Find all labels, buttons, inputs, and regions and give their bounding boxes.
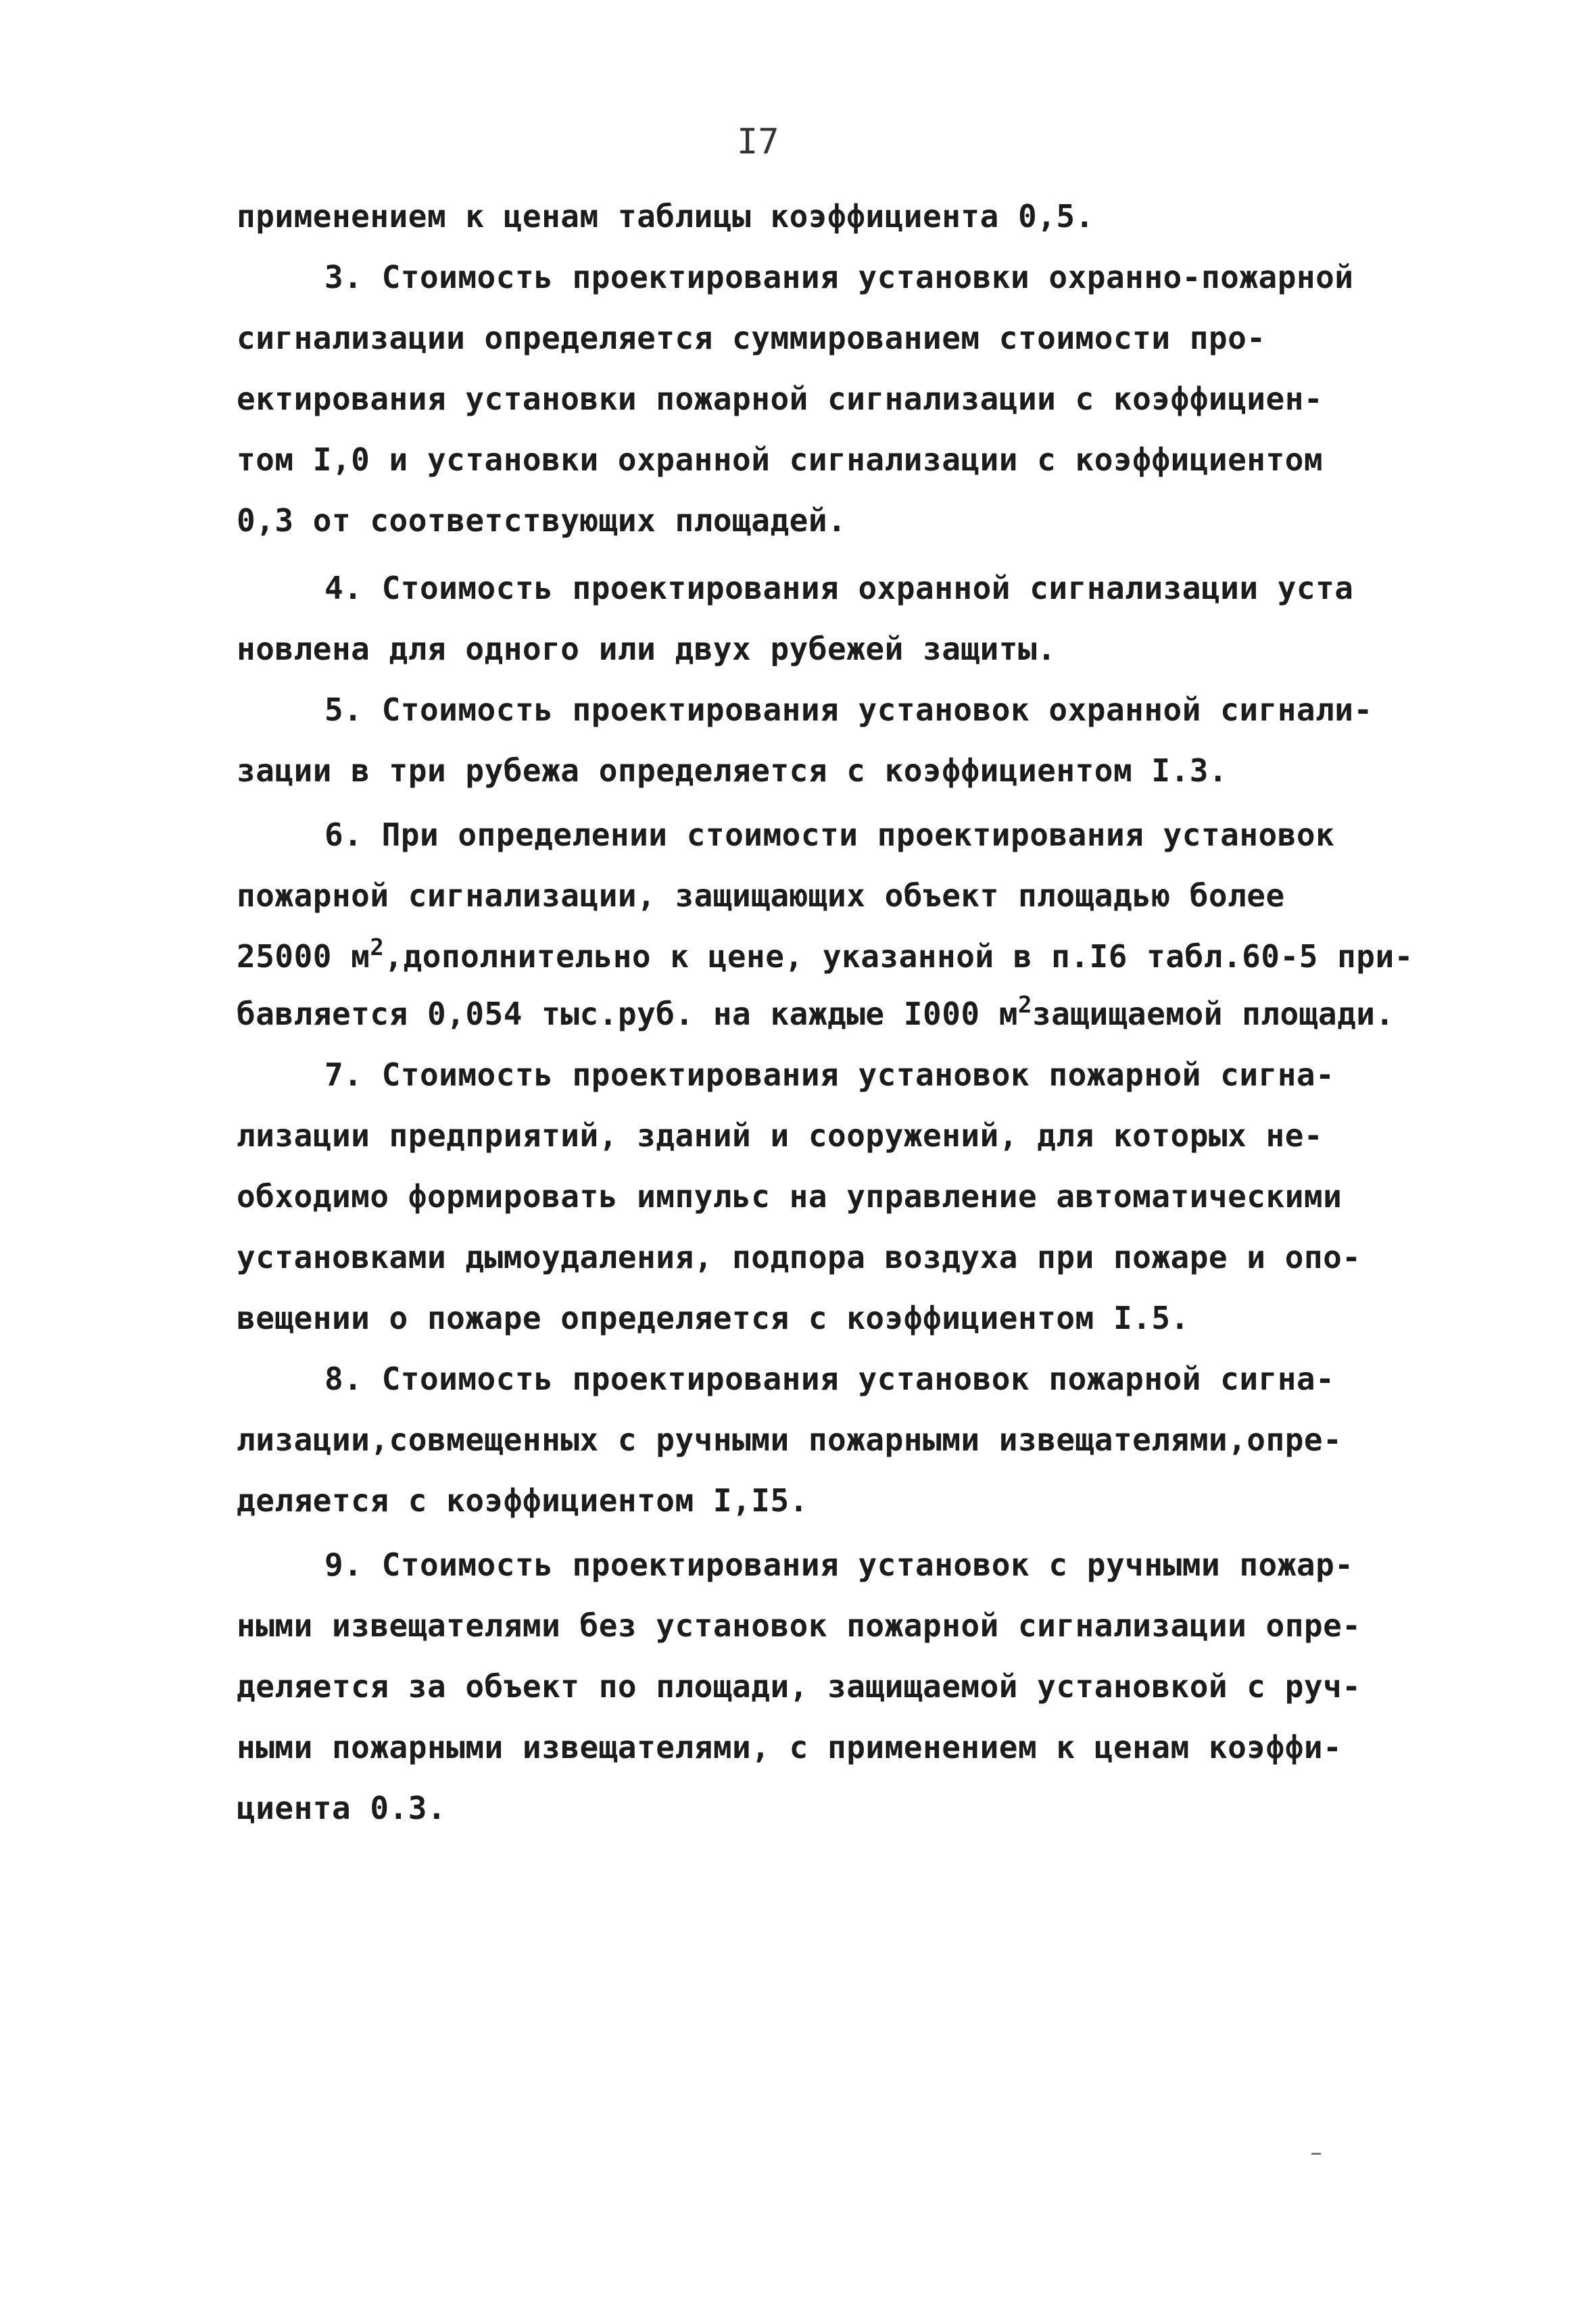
text-line: вещении о пожаре определяется с коэффициентом I.5.	[237, 1300, 1190, 1336]
text-line-with-superscript	[237, 994, 1395, 1038]
text-fragment: ,дополнительно к цене, указанной в п.I6 табл.60-5 при-	[384, 938, 1413, 975]
text-line: новлена для одного или двух рубежей защиты.	[237, 631, 1057, 667]
paragraph-4-line: 4. Стоимость проектирования охранной сигнализации уста	[324, 570, 1354, 606]
text-line: применением к ценам таблицы коэффициента 0,5.	[237, 198, 1094, 235]
paragraph-3-line: 3. Стоимость проектирования установки охранно-пожарной	[324, 259, 1354, 295]
text-line: установками дымоудаления, подпора воздуха при пожаре и опо-	[237, 1239, 1361, 1275]
text-line: обходимо формировать импульс на управление автоматическими	[237, 1178, 1343, 1215]
text-fragment: бавляется 0,054 тыс.руб. на каждые I000 м	[237, 996, 1018, 1032]
text-line: ектирования установки пожарной сигнализации с коэффициен-	[237, 381, 1324, 417]
text-line: 0,3 от соответствующих площадей.	[237, 502, 847, 539]
text-fragment: 25000 м	[237, 938, 370, 975]
paragraph-9-line: 9. Стоимость проектирования установок с ручными пожар-	[324, 1546, 1354, 1583]
text-line: лизации,совмещенных с ручными пожарными извещателями,опре-	[237, 1421, 1343, 1458]
text-line: том I,0 и установки охранной сигнализации с коэффициентом	[237, 441, 1324, 478]
text-line: циента 0.3.	[237, 1790, 447, 1826]
scan-artifact	[1311, 2153, 1321, 2155]
paragraph-8-line: 8. Стоимость проектирования установок пожарной сигна-	[324, 1361, 1335, 1397]
text-line: пожарной сигнализации, защищающих объект площадью более	[237, 877, 1285, 914]
paragraph-5-line: 5. Стоимость проектирования установок охранной сигнали-	[324, 691, 1373, 728]
superscript: 2	[1017, 992, 1032, 1019]
text-line: ными пожарными извещателями, с применением к ценам коэффи-	[237, 1729, 1343, 1765]
text-line: деляется за объект по площади, защищаемой установкой с руч-	[237, 1668, 1361, 1705]
text-line: зации в три рубежа определяется с коэффициентом I.3.	[237, 752, 1228, 789]
paragraph-7-line: 7. Стоимость проектирования установок пожарной сигна-	[324, 1056, 1335, 1093]
text-fragment: защищаемой площади.	[1032, 996, 1395, 1032]
text-line: сигнализации определяется суммированием стоимости про-	[237, 320, 1266, 356]
text-line-with-superscript	[237, 936, 1413, 980]
page-number: I7	[737, 122, 779, 162]
superscript: 2	[370, 934, 385, 961]
text-line: лизации предприятий, зданий и сооружений, для которых не-	[237, 1117, 1324, 1154]
text-line: ными извещателями без установок пожарной сигнализации опре-	[237, 1607, 1361, 1644]
paragraph-6-line: 6. При определении стоимости проектирования установок	[324, 817, 1335, 853]
text-line: деляется с коэффициентом I,I5.	[237, 1482, 808, 1519]
